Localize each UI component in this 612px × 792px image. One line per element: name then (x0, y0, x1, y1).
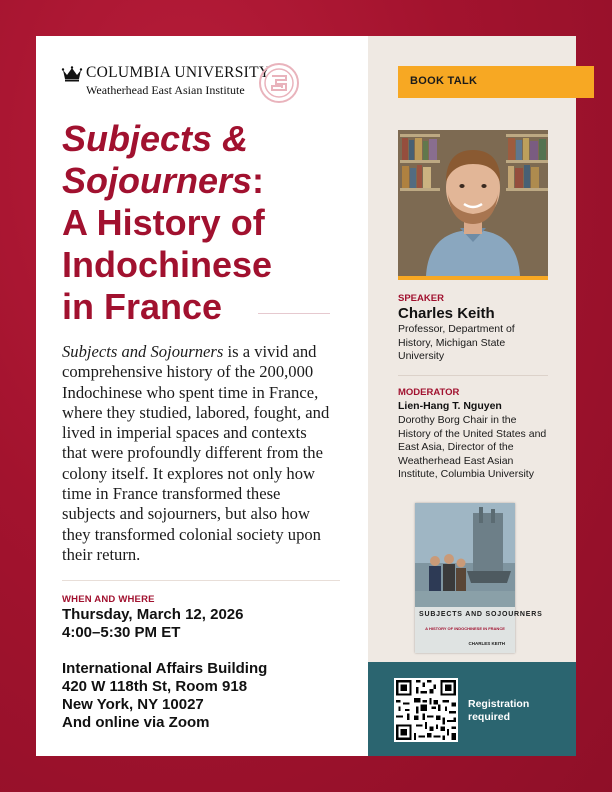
book-talk-tag (398, 66, 594, 98)
section-divider (62, 580, 340, 581)
event-address-1: 420 W 118th St, Room 918 (62, 678, 248, 695)
book-cover-art-icon (415, 503, 515, 607)
registration-text[interactable]: Registration required (468, 698, 530, 723)
institute-name: Weatherhead East Asian Institute (86, 83, 245, 97)
event-title (62, 118, 362, 328)
qr-code-icon[interactable] (394, 678, 458, 742)
title-line-4: Indochinese (62, 244, 273, 285)
speaker-name: Charles Keith (398, 305, 495, 322)
event-datetime (62, 606, 243, 642)
speaker-photo (398, 130, 548, 276)
event-online: And online via Zoom (62, 714, 210, 731)
description-body: is a vivid and comprehensive history of the 200,000 Indochinese who spent time in France, where they studied, labored, fought, and lived in imperial spaces and contexts that were profoundly different from the colony itself. It explores not only how time in France transformed these subjects and sojourners, but also how they transformed colonial society upon their return. (62, 342, 330, 564)
title-line-2: Sojourners: (62, 160, 265, 201)
book-description (62, 342, 334, 565)
book-cover-author: CHARLES KEITH (468, 641, 505, 646)
event-location (62, 660, 267, 732)
speaker-divider (398, 375, 548, 376)
title-line-3: A History of (62, 202, 265, 243)
book-talk-label: BOOK TALK (410, 75, 478, 87)
columbia-crown-icon (62, 66, 82, 82)
book-cover-subtitle: A HISTORY OF INDOCHINESE IN FRANCE (425, 626, 505, 631)
photo-accent-strip (398, 276, 548, 280)
event-address-2: New York, NY 10027 (62, 696, 204, 713)
event-venue: International Affairs Building (62, 660, 268, 677)
university-name: COLUMBIA UNIVERSITY (86, 64, 271, 81)
when-where-label: WHEN AND WHERE (62, 594, 155, 605)
moderator-affiliation: Dorothy Borg Chair in the History of the United States and East Asia, Director of the Weatherhead East Asian Institute, Columbia University (398, 414, 547, 481)
speaker-affiliation: Professor, Department of History, Michigan State University (398, 323, 515, 363)
institute-seal-icon (258, 62, 300, 104)
event-date: Thursday, March 12, 2026 (62, 606, 244, 623)
book-cover-title: SUBJECTS AND SOJOURNERS (419, 611, 543, 618)
moderator-label: MODERATOR (398, 387, 460, 398)
columbia-logo (62, 64, 282, 108)
event-time: 4:00–5:30 PM ET (62, 624, 181, 641)
moderator-name: Lien-Hang T. Nguyen (398, 400, 502, 412)
title-divider (258, 313, 330, 314)
title-line-5: in France (62, 286, 223, 327)
title-line-1: Subjects & (62, 118, 249, 159)
book-cover (415, 503, 543, 653)
registration-panel (368, 662, 576, 756)
description-lead: Subjects and Sojourners (62, 342, 224, 361)
speaker-portrait-icon (398, 130, 548, 276)
speaker-label: SPEAKER (398, 293, 444, 304)
